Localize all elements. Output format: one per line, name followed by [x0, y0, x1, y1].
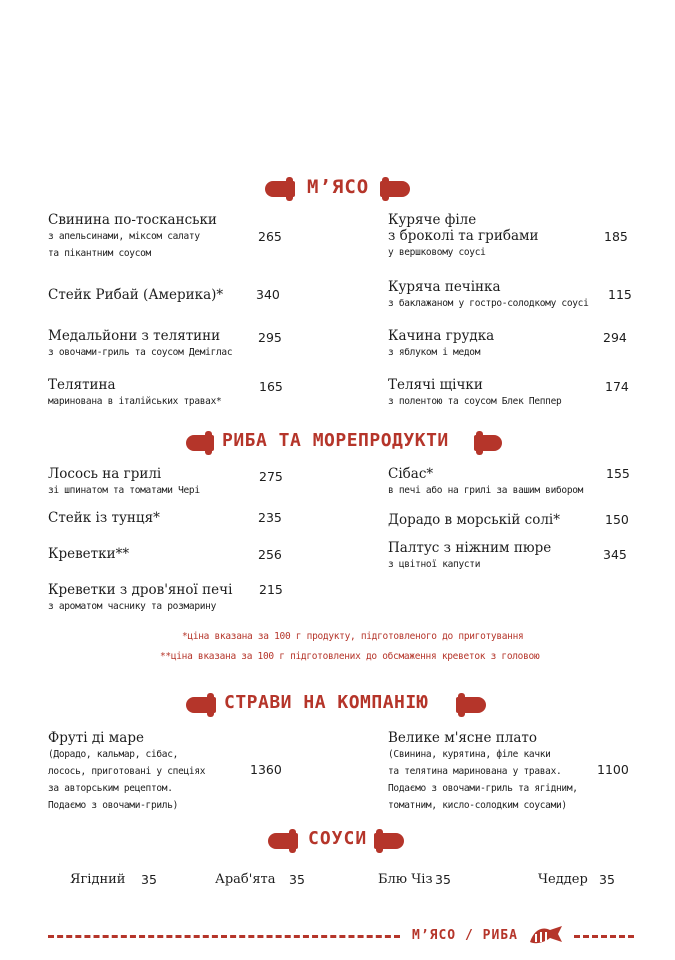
- menu-item: [48, 466, 200, 499]
- item-desc: з апельсинами, міксом салату: [48, 231, 200, 242]
- item-desc: маринована в італійських травах*: [48, 396, 222, 407]
- menu-item: [388, 328, 494, 361]
- menu-item: [48, 377, 221, 410]
- item-name: Фруті ді маре: [48, 730, 144, 746]
- footnote: *ціна вказана за 100 г продукту, підготовленого до приготування: [182, 631, 524, 642]
- item-desc: з полентою та соусом Блек Пеппер: [388, 396, 562, 407]
- knife-left-icon: [186, 697, 216, 713]
- sauce-price: 35: [435, 872, 451, 887]
- menu-item: [388, 279, 589, 312]
- section-title-meat: М’ЯСО: [307, 176, 370, 198]
- item-desc: з ароматом часнику та розмарину: [48, 601, 217, 612]
- knife-right-icon: [380, 181, 410, 197]
- menu-item: [48, 212, 217, 262]
- item-price: 275: [259, 469, 283, 484]
- sauce-name: Чеддер: [538, 872, 588, 887]
- item-price: 155: [606, 466, 630, 481]
- footnote: **ціна вказана за 100 г підготовлених до обсмаження креветок з головою: [160, 651, 540, 662]
- sauces-section-header: [268, 826, 406, 856]
- knife-left-icon: [186, 435, 214, 451]
- item-price: 256: [258, 547, 282, 562]
- knife-right-icon: [374, 833, 404, 849]
- sauce-name: Блю Чіз: [378, 872, 433, 887]
- menu-item: [48, 328, 232, 361]
- item-price: 294: [603, 330, 627, 345]
- item-desc: з цвітної капусти: [388, 559, 481, 570]
- meat-section-header: [265, 174, 411, 204]
- section-title-sauces: СОУСИ: [308, 828, 368, 849]
- item-name: Дорадо в морській солі*: [388, 512, 560, 528]
- item-desc: у вершковому соусі: [388, 247, 486, 258]
- item-name: Палтус з ніжним пюре: [388, 540, 552, 556]
- item-desc: з баклажаном у гостро-солодкому соусі: [388, 298, 589, 309]
- knife-right-icon: [456, 697, 486, 713]
- sauce-price: 35: [289, 872, 305, 887]
- item-desc: та телятина маринована у травах.: [388, 766, 562, 777]
- item-desc: за авторським рецептом.: [48, 783, 173, 794]
- item-price: 1100: [597, 762, 629, 777]
- item-name: Стейк із тунця*: [48, 510, 160, 526]
- item-name: Медальйони з телятини: [48, 328, 221, 344]
- item-desc: лосось, приготовані у спеціях: [48, 766, 206, 777]
- item-price: 150: [605, 512, 629, 527]
- sauce-price: 35: [599, 872, 615, 887]
- item-name: Телячі щічки: [388, 377, 483, 393]
- item-name: Куряче філе: [388, 212, 477, 228]
- item-price: 174: [605, 379, 629, 394]
- item-desc: томатним, кисло-солодким соусами): [388, 800, 567, 811]
- item-desc: Подаємо з овочами-гриль): [48, 800, 179, 811]
- item-price: 185: [604, 229, 628, 244]
- item-price: 235: [258, 510, 282, 525]
- item-price: 1360: [250, 762, 282, 777]
- item-price: 265: [258, 229, 282, 244]
- footer-label: М’ЯСО / РИБА: [412, 928, 518, 943]
- fish-logo-icon: [528, 922, 564, 946]
- knife-left-icon: [265, 181, 295, 197]
- knife-right-icon: [474, 435, 502, 451]
- item-name: Телятина: [48, 377, 116, 393]
- knife-left-icon: [268, 833, 298, 849]
- menu-item: [388, 377, 561, 410]
- section-title-fish: РИБА ТА МОРЕПРОДУКТИ: [222, 430, 449, 451]
- section-title-company: СТРАВИ НА КОМПАНІЮ: [224, 692, 429, 713]
- item-name: Куряча печінка: [388, 279, 501, 295]
- item-price: 345: [603, 547, 627, 562]
- item-price: 215: [259, 582, 283, 597]
- item-desc: з яблуком і медом: [388, 347, 481, 358]
- item-name: Велике м'ясне плато: [388, 730, 537, 746]
- item-name: Креветки**: [48, 546, 130, 562]
- item-name-line2: з броколі та грибами: [388, 228, 539, 244]
- menu-item: [388, 540, 551, 573]
- sauce-price: 35: [141, 872, 157, 887]
- item-name: Сібас*: [388, 466, 434, 482]
- item-desc: Подаємо з овочами-гриль та ягідним,: [388, 783, 578, 794]
- menu-item: [388, 212, 539, 261]
- item-desc: (Свинина, курятина, філе качки: [388, 749, 551, 760]
- item-desc: (Дорадо, кальмар, сібас,: [48, 749, 179, 760]
- item-desc: з овочами-гриль та соусом Деміглас: [48, 347, 233, 358]
- company-section-header: [186, 690, 488, 720]
- item-price: 165: [259, 379, 283, 394]
- sauce-name: Араб'ята: [215, 872, 276, 887]
- fish-section-header: [186, 428, 504, 458]
- item-price: 115: [608, 287, 632, 302]
- footer-divider: [48, 935, 400, 938]
- item-price: 295: [258, 330, 282, 345]
- item-name: Лосось на грилі: [48, 466, 162, 482]
- item-name: Качина грудка: [388, 328, 495, 344]
- sauce-name: Ягідний: [70, 872, 126, 887]
- menu-item: [48, 730, 205, 814]
- item-desc: зі шпинатом та томатами Чері: [48, 485, 200, 496]
- menu-item: [388, 730, 578, 814]
- item-price: 340: [256, 287, 280, 302]
- item-name: Креветки з дров'яної печі: [48, 582, 233, 598]
- item-name: Стейк Рибай (Америка)*: [48, 287, 224, 303]
- item-desc: в печі або на грилі за вашим вибором: [388, 485, 584, 496]
- item-name: Свинина по-тосканськи: [48, 212, 217, 228]
- menu-item: [48, 582, 232, 615]
- item-desc: та пікантним соусом: [48, 248, 151, 259]
- footer-divider: [574, 935, 634, 938]
- menu-item: [388, 466, 583, 499]
